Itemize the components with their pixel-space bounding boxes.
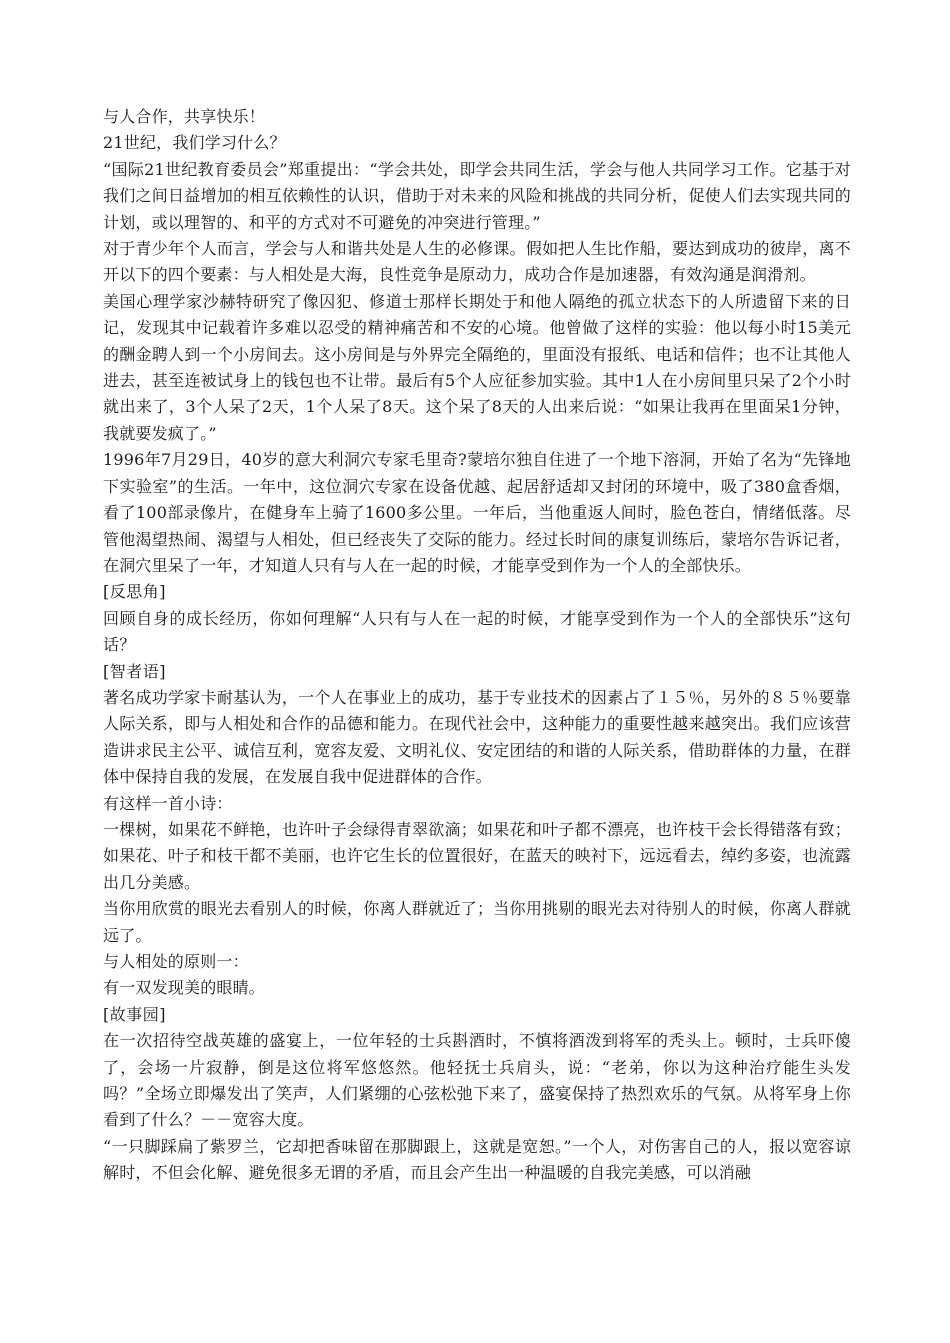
paragraph-carnegie: 著名成功学家卡耐基认为，一个人在事业上的成功，基于专业技术的因素占了１５％，另外的８５％要靠人际关系，即与人相处和合作的品德和能力。在现代社会中，这种能力的重要性越来越突出。我们应该营造讲求民主公平、诚信互利，宽容友爱、文明礼仪、安定团结的和谐的人际关系，借助群体的力量，在群体中保持自我的发展，在发展自我中促进群体的合作。 (103, 687, 851, 787)
section-tag-wisdom: [智者语] (103, 661, 166, 681)
paragraph-poem: 一棵树，如果花不鲜艳，也许叶子会绿得青翠欲滴；如果花和叶子都不漂亮，也许枝干会长得错落有致；如果花、叶子和枝干都不美丽，也许它生长的位置很好，在蓝天的映衬下，远远看去，绰约多姿，也流露出几分美感。 (103, 819, 851, 892)
paragraph-poem-intro: 有这样一首小诗： (103, 793, 233, 813)
paragraph-principle-one: 有一双发现美的眼睛。 (103, 978, 266, 998)
paragraph-schachter-experiment: 美国心理学家沙赫特研究了像囚犯、修道士那样长期处于和他人隔绝的孤立状态下的人所遗留下来的日记，发现其中记载着许多难以忍受的精神痛苦和不安的心境。他曾做了这样的实验：他以每小时15美元的酬金聘人到一个小房间去。这小房间是与外界完全隔绝的，里面没有报纸、电话和信件；也不让其他人进去，甚至连被试身上的钱包也不让带。最后有5个人应征参加实验。其中1人在小房间里只呆了2个小时就出来了，3个人呆了2天，1个人呆了8天。这个呆了8天的人出来后说：“如果让我再在里面呆1分钟，我就要发疯了。” (103, 291, 851, 443)
paragraph-general-story: 在一次招待空战英雄的盛宴上，一位年轻的士兵斟酒时，不慎将酒泼到将军的秃头上。顿时，士兵吓傻了，会场一片寂静，倒是这位将军悠悠然。他轻抚士兵肩头，说：“老弟，你以为这种治疗能生头发吗？”全场立即爆发出了笑声，人们紧绷的心弦松弛下来了，盛宴保持了热烈欢乐的气氛。从将军身上你看到了什么？－－宽容大度。 (103, 1031, 851, 1130)
paragraph-reflection-question: 回顾自身的成长经历，你如何理解“人只有与人在一起的时候，才能享受到作为一个人的全部快乐”这句话？ (103, 608, 851, 655)
paragraph-four-elements: 对于青少年个人而言，学会与人和谐共处是人生的必修课。假如把人生比作船，要达到成功的彼岸，离不开以下的四个要素：与人相处是大海，良性竞争是原动力，成功合作是加速器，有效沟通是润滑剂。 (103, 239, 851, 285)
paragraph-unesco-quote: “国际21世纪教育委员会”郑重提出：“学会共处，即学会共同生活，学会与他人共同学习工作。它基于对我们之间日益增加的相互依赖性的认识，借助于对未来的风险和挑战的共同分析，促使人们去实现共同的计划，或以理智的、和平的方式对不可避免的冲突进行管理。” (103, 159, 851, 232)
heading-question: 21世纪，我们学习什么？ (103, 133, 286, 153)
document-body (103, 104, 851, 1187)
section-tag-reflection: [反思角] (103, 582, 166, 602)
heading-cooperate: 与人合作，共享快乐！ (103, 107, 266, 126)
paragraph-cave-expert: 1996年7月29日，40岁的意大利洞穴专家毛里奇?蒙培尔独自住进了一个地下溶洞，开始了名为“先锋地下实验室”的生活。一年中，这位洞穴专家在设备优越、起居舒适却又封闭的环境中，吸了380盒香烟，看了100部录像片，在健身车上骑了1600多公里。一年后，当他重返人间时，脸色苍白，情绪低落。尽管他渴望热闹、渴望与人相处，但已经丧失了交际的能力。经过长时间的康复训练后，蒙培尔告诉记者，在洞穴里呆了一年，才知道人只有与人在一起的时候，才能享受到作为一个人的全部快乐。 (103, 450, 851, 575)
section-tag-story: [故事园] (103, 1004, 166, 1024)
paragraph-forgiveness: “一只脚踩扁了紫罗兰，它却把香味留在那脚跟上，这就是宽恕。”一个人，对伤害自己的人，报以宽容谅解时，不但会化解、避免很多无谓的矛盾，而且会产生出一种温暖的自我完美感，可以消融 (103, 1136, 851, 1183)
heading-principle-one: 与人相处的原则一： (103, 952, 249, 971)
paragraph-appreciation: 当你用欣赏的眼光去看别人的时候，你离人群就近了；当你用挑剔的眼光去对待别人的时候，你离人群就远了。 (103, 899, 851, 945)
